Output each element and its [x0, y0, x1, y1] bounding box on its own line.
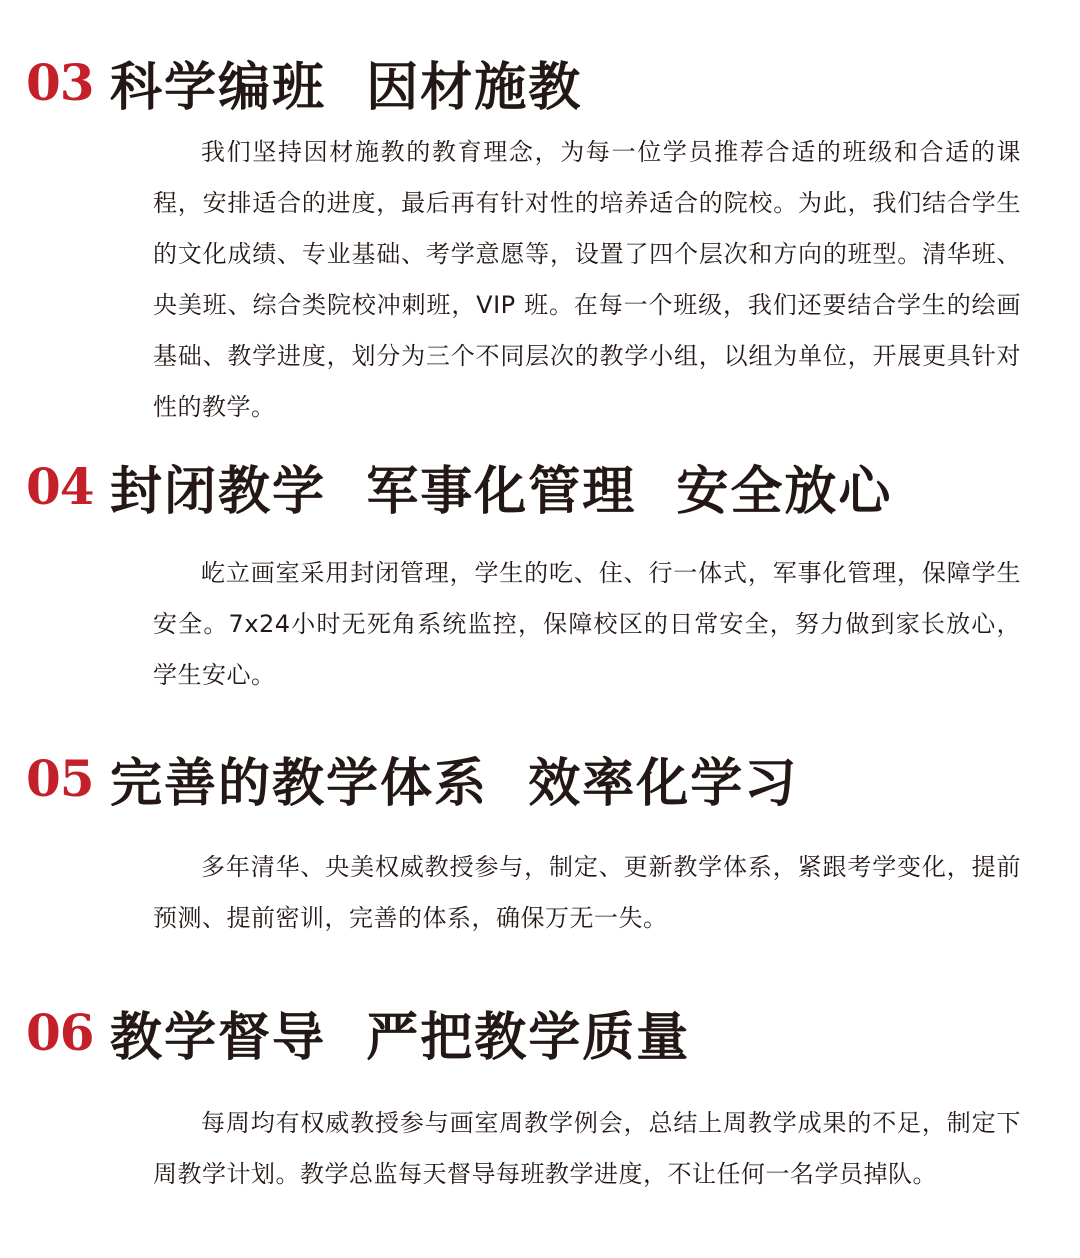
section-title: 教学督导 严把教学质量 — [110, 1006, 691, 1068]
section-heading — [26, 454, 893, 522]
section-number: 03 — [26, 52, 94, 112]
section-heading — [26, 50, 583, 118]
section-title: 封闭教学 军事化管理 安全放心 — [110, 460, 893, 522]
section-body: 多年清华、央美权威教授参与，制定、更新教学体系，紧跟考学变化，提前预测、提前密训，完善的体系，确保万无一失。 — [153, 853, 1021, 932]
section-body: 屹立画室采用封闭管理，学生的吃、住、行一体式，军事化管理，保障学生安全。7x24小时无死角系统监控，保障校区的日常安全，努力做到家长放心，学生安心。 — [153, 559, 1021, 689]
section-body: 我们坚持因材施教的教育理念，为每一位学员推荐合适的班级和合适的课程，安排适合的进度，最后再有针对性的培养适合的院校。为此，我们结合学生的文化成绩、专业基础、考学意愿等，设置了四个层次和方向的班型。清华班、央美班、综合类院校冲刺班，VIP 班。在每一个班级，我们还要结合学生的绘画基础、教学进度，划分为三个不同层次的教学小组，以组为单位，开展更具针对性的教学。 — [153, 138, 1021, 421]
section-number: 06 — [26, 1002, 94, 1062]
section-number: 05 — [26, 748, 94, 808]
section-heading — [26, 1000, 691, 1068]
section-heading — [26, 746, 799, 814]
section-title: 完善的教学体系 效率化学习 — [110, 752, 799, 814]
section-body: 每周均有权威教授参与画室周教学例会，总结上周教学成果的不足，制定下周教学计划。教学总监每天督导每班教学进度，不让任何一名学员掉队。 — [153, 1109, 1021, 1188]
section-title: 科学编班 因材施教 — [110, 56, 583, 118]
section-number: 04 — [26, 456, 94, 516]
